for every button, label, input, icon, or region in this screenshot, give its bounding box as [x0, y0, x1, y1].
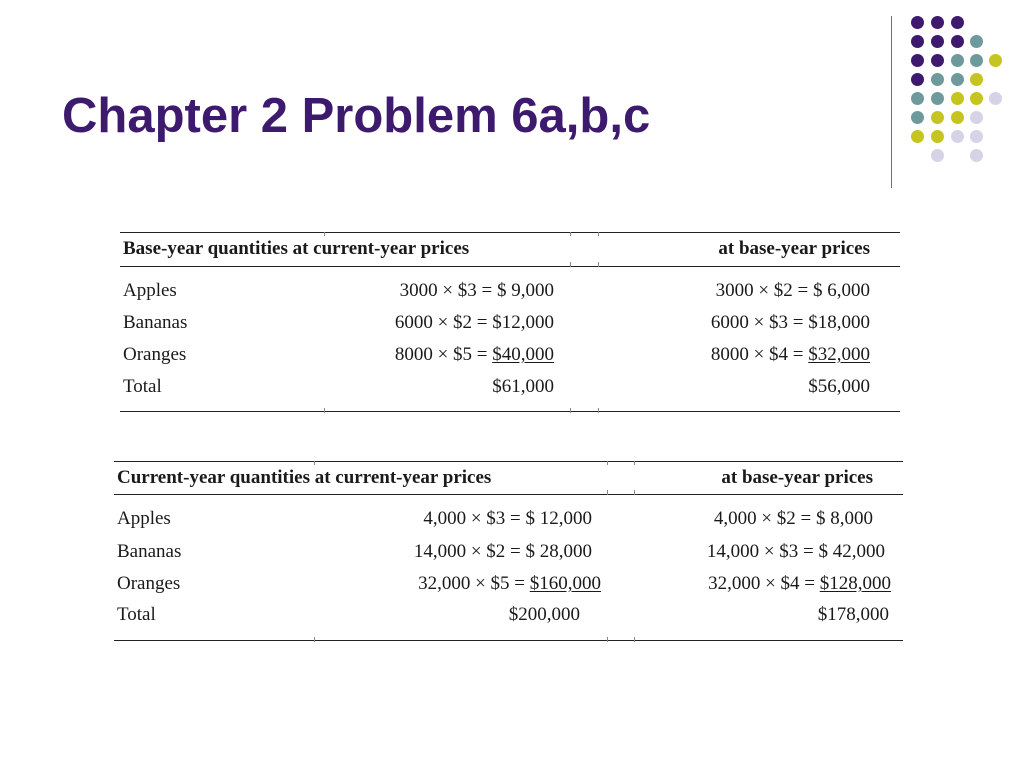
base-price-value: 3000 × $2 = $ 6,000	[715, 280, 870, 301]
row-label: Oranges	[117, 573, 181, 594]
row-label: Bananas	[117, 541, 182, 562]
decor-dot	[931, 16, 944, 29]
row-label: Total	[117, 604, 156, 625]
current-price-value: 6000 × $2 = $12,000	[394, 312, 554, 333]
table-header-right: at base-year prices	[721, 467, 873, 488]
current-year-quantities-table	[114, 461, 903, 643]
column-separator	[607, 461, 608, 465]
value-result: $40,000	[492, 344, 554, 365]
decor-dot	[931, 149, 944, 162]
decor-dot	[931, 35, 944, 48]
decor-dot	[970, 73, 983, 86]
decor-dot	[970, 54, 983, 67]
decor-dot	[989, 54, 1002, 67]
decor-dot	[931, 111, 944, 124]
decor-dot	[951, 54, 964, 67]
column-separator	[607, 490, 608, 495]
current-price-value: 14,000 × $2 = $ 28,000	[413, 541, 592, 562]
column-separator	[324, 232, 325, 236]
decor-dot	[911, 111, 924, 124]
base-price-value: 6000 × $3 = $18,000	[710, 312, 870, 333]
base-price-value: 4,000 × $2 = $ 8,000	[713, 508, 873, 529]
value-expression: 8000 × $5 =	[394, 344, 493, 365]
row-label: Total	[123, 376, 162, 397]
base-price-value: 14,000 × $3 = $ 42,000	[706, 541, 885, 562]
row-label: Oranges	[123, 344, 187, 365]
decor-dot	[931, 92, 944, 105]
row-label: Apples	[123, 280, 177, 301]
column-separator	[607, 637, 608, 642]
column-separator	[634, 490, 635, 495]
column-separator	[598, 408, 599, 413]
decor-dot	[931, 130, 944, 143]
current-price-total: $200,000	[508, 604, 580, 625]
table-bottom-rule	[114, 640, 903, 641]
decor-dot	[951, 111, 964, 124]
table-header-right: at base-year prices	[718, 238, 870, 259]
row-label: Bananas	[123, 312, 188, 333]
table-top-rule	[114, 461, 903, 462]
value-expression: 32,000 × $5 =	[418, 573, 530, 594]
decor-dot	[970, 35, 983, 48]
value-result: $160,000	[529, 573, 601, 594]
decor-dot	[911, 73, 924, 86]
column-separator	[324, 408, 325, 413]
decorative-dot-grid	[0, 0, 1024, 200]
base-price-value	[711, 344, 870, 366]
column-separator	[314, 461, 315, 465]
table-header-left: Base-year quantities at current-year prices	[123, 238, 470, 259]
decor-dot	[931, 54, 944, 67]
column-separator	[634, 637, 635, 642]
current-price-value: 4,000 × $3 = $ 12,000	[423, 508, 592, 529]
value-result: $128,000	[819, 573, 891, 594]
column-separator	[570, 232, 571, 236]
table-header-rule	[114, 494, 903, 495]
decor-dot	[951, 130, 964, 143]
slide-title: Chapter 2 Problem 6a,b,c	[62, 89, 651, 143]
column-separator	[634, 461, 635, 465]
decor-dot	[911, 130, 924, 143]
row-label: Apples	[117, 508, 171, 529]
base-price-total: $178,000	[817, 604, 889, 625]
decor-dot	[989, 92, 1002, 105]
decor-dot	[970, 92, 983, 105]
decor-dot	[951, 16, 964, 29]
decor-dot	[911, 54, 924, 67]
current-price-total: $61,000	[492, 376, 554, 397]
decor-dot	[931, 73, 944, 86]
column-separator	[570, 408, 571, 413]
decor-dot	[970, 130, 983, 143]
base-price-total: $56,000	[808, 376, 870, 397]
value-expression: 32,000 × $4 =	[708, 573, 820, 594]
current-price-value	[395, 344, 554, 366]
decor-dot	[911, 16, 924, 29]
column-separator	[570, 262, 571, 267]
base-year-quantities-table	[120, 232, 900, 414]
table-bottom-rule	[120, 411, 900, 412]
table-header-rule	[120, 266, 900, 267]
decor-dot	[911, 92, 924, 105]
decor-dot	[911, 35, 924, 48]
decor-dot	[970, 111, 983, 124]
decor-dot	[951, 73, 964, 86]
table-top-rule	[120, 232, 900, 233]
column-separator	[598, 232, 599, 236]
value-result: $32,000	[808, 344, 870, 365]
column-separator	[314, 637, 315, 642]
current-price-value: 3000 × $3 = $ 9,000	[399, 280, 554, 301]
base-price-value	[708, 573, 891, 595]
decor-dot	[970, 149, 983, 162]
value-expression: 8000 × $4 =	[710, 344, 809, 365]
decor-dot	[951, 35, 964, 48]
table-header-left: Current-year quantities at current-year prices	[117, 467, 492, 488]
column-separator	[598, 262, 599, 267]
current-price-value	[418, 573, 601, 595]
decor-dot	[951, 92, 964, 105]
